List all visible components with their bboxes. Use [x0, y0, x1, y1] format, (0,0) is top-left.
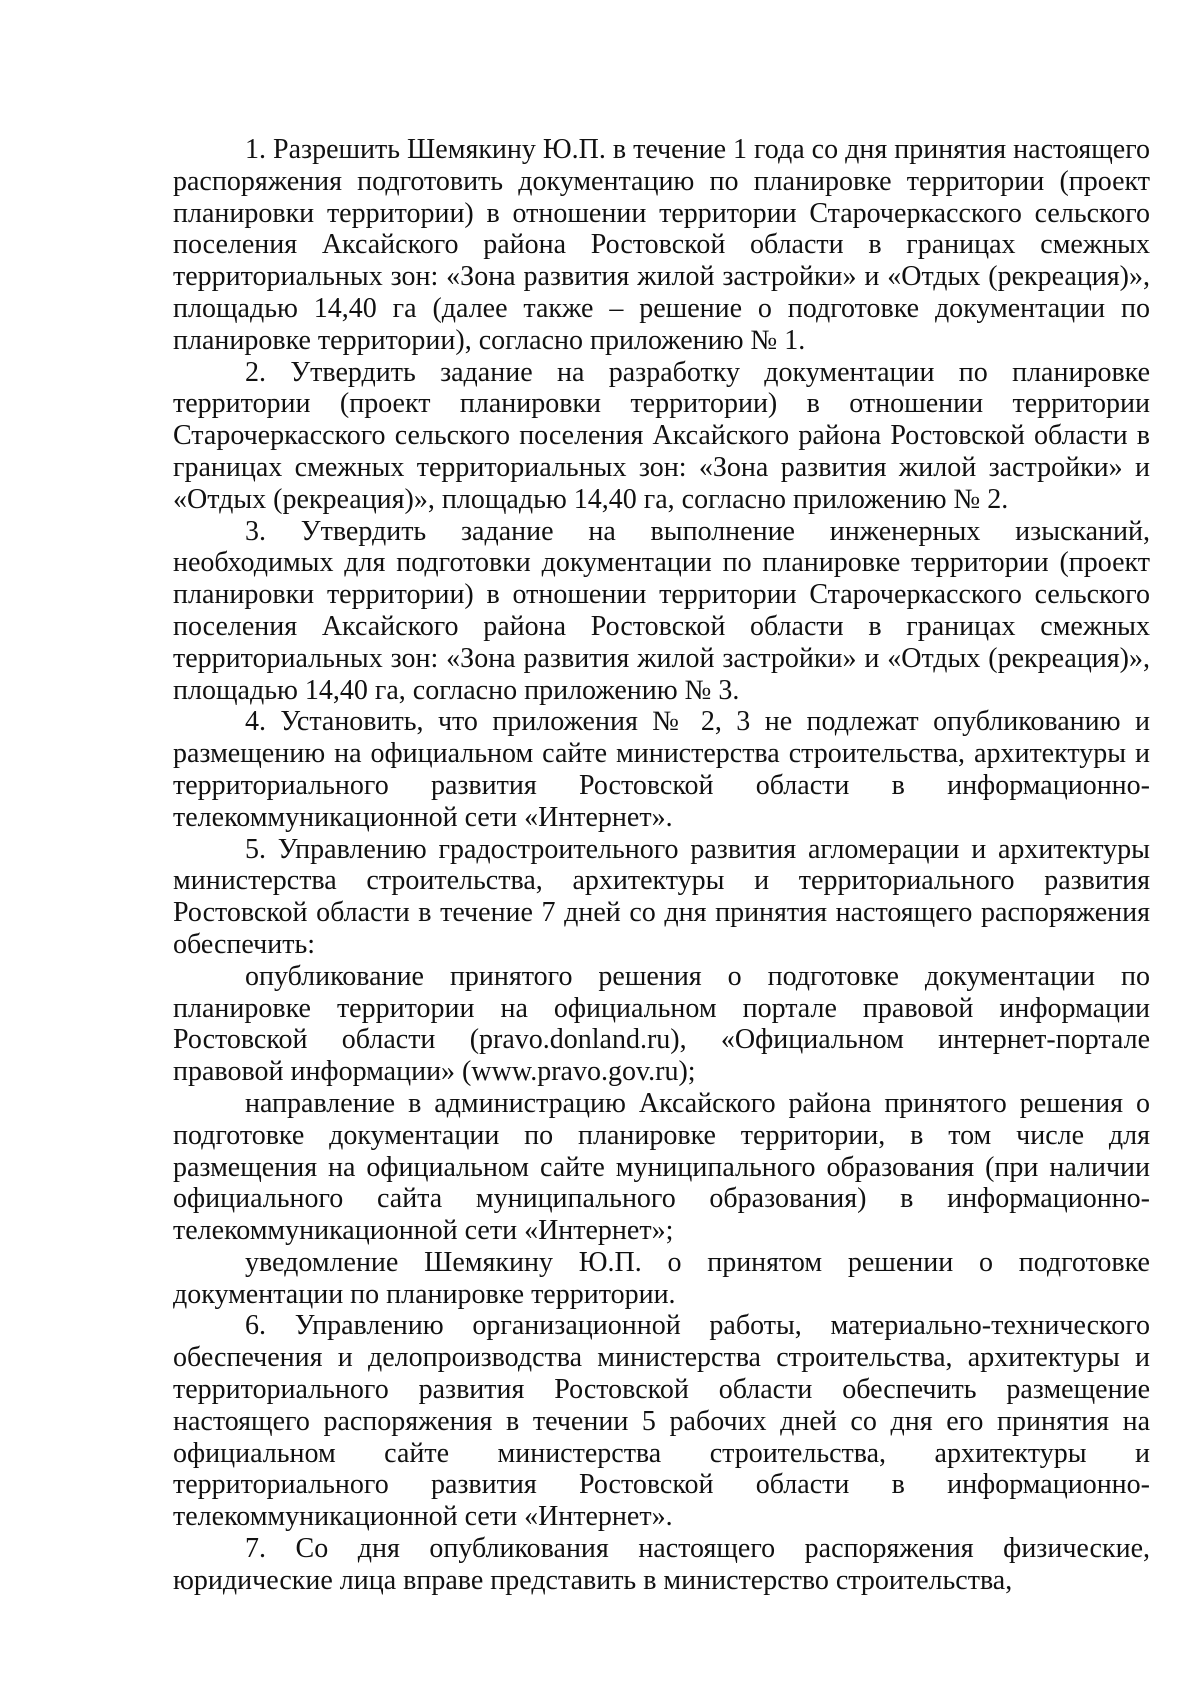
document-page: [173, 134, 1150, 1597]
paragraph-notification: уведомление Шемякину Ю.П. о принятом решении о подготовке документации по планировке территории.: [173, 1246, 1150, 1310]
paragraph-item-3: 3. Утвердить задание на выполнение инженерных изысканий, необходимых для подготовки документации по планировке территории (проект планировки территории) в отношении территории Старочеркасского сельского поселения Аксайского района Ростовской области в границах смежных территориальных зон: «Зона развития жилой застройки» и «Отдых (рекреация)», площадью 14,40 га, согласно приложению № 3.: [173, 515, 1150, 706]
paragraph-item-5: 5. Управлению градостроительного развития агломерации и архитектуры министерства строительства, архитектуры и территориального развития Ростовской области в течение 7 дней со дня принятия настоящего распоряжения обеспечить:: [173, 833, 1150, 960]
paragraph-item-7: 7. Со дня опубликования настоящего распоряжения физические, юридические лица вправе представить в министерство строительства,: [173, 1533, 1150, 1596]
paragraph-item-4: 4. Установить, что приложения № 2, 3 не подлежат опубликованию и размещению на официальном сайте министерства строительства, архитектуры и территориального развития Ростовской области в информационно-телекоммуникационной сети «Интернет».: [173, 706, 1150, 833]
paragraph-item-2: 2. Утвердить задание на разработку документации по планировке территории (проект планировки территории) в отношении территории Старочеркасского сельского поселения Аксайского района Ростовской области в границах смежных территориальных зон: «Зона развития жилой застройки» и «Отдых (рекреация)», площадью 14,40 га, согласно приложению № 2.: [173, 356, 1150, 515]
paragraph-send-administration: направление в администрацию Аксайского района принятого решения о подготовке документации по планировке территории, в том числе для размещения на официальном сайте муниципального образования (при наличии официального сайта муниципального образования) в информационно-телекоммуникационной сети «Интернет»;: [173, 1087, 1150, 1247]
paragraph-item-1: 1. Разрешить Шемякину Ю.П. в течение 1 года со дня принятия настоящего распоряжения подготовить документацию по планировке территории (проект планировки территории) в отношении территории Старочеркасского сельского поселения Аксайского района Ростовской области в границах смежных территориальных зон: «Зона развития жилой застройки» и «Отдых (рекреация)», площадью 14,40 га (далее также – решение о подготовке документации по планировке территории), согласно приложению № 1.: [173, 134, 1150, 356]
paragraph-publication: опубликование принятого решения о подготовке документации по планировке территории на официальном портале правовой информации Ростовской области (pravo.donland.ru), «Официальном интернет-портале правовой информации» (www.pravo.gov.ru);: [173, 960, 1150, 1088]
paragraph-item-6: 6. Управлению организационной работы, материально-технического обеспечения и делопроизводства министерства строительства, архитектуры и территориального развития Ростовской области обеспечить размещение настоящего распоряжения в течении 5 рабочих дней со дня его принятия на официальном сайте министерства строительства, архитектуры и территориального развития Ростовской области в информационно-телекоммуникационной сети «Интернет».: [173, 1310, 1150, 1533]
